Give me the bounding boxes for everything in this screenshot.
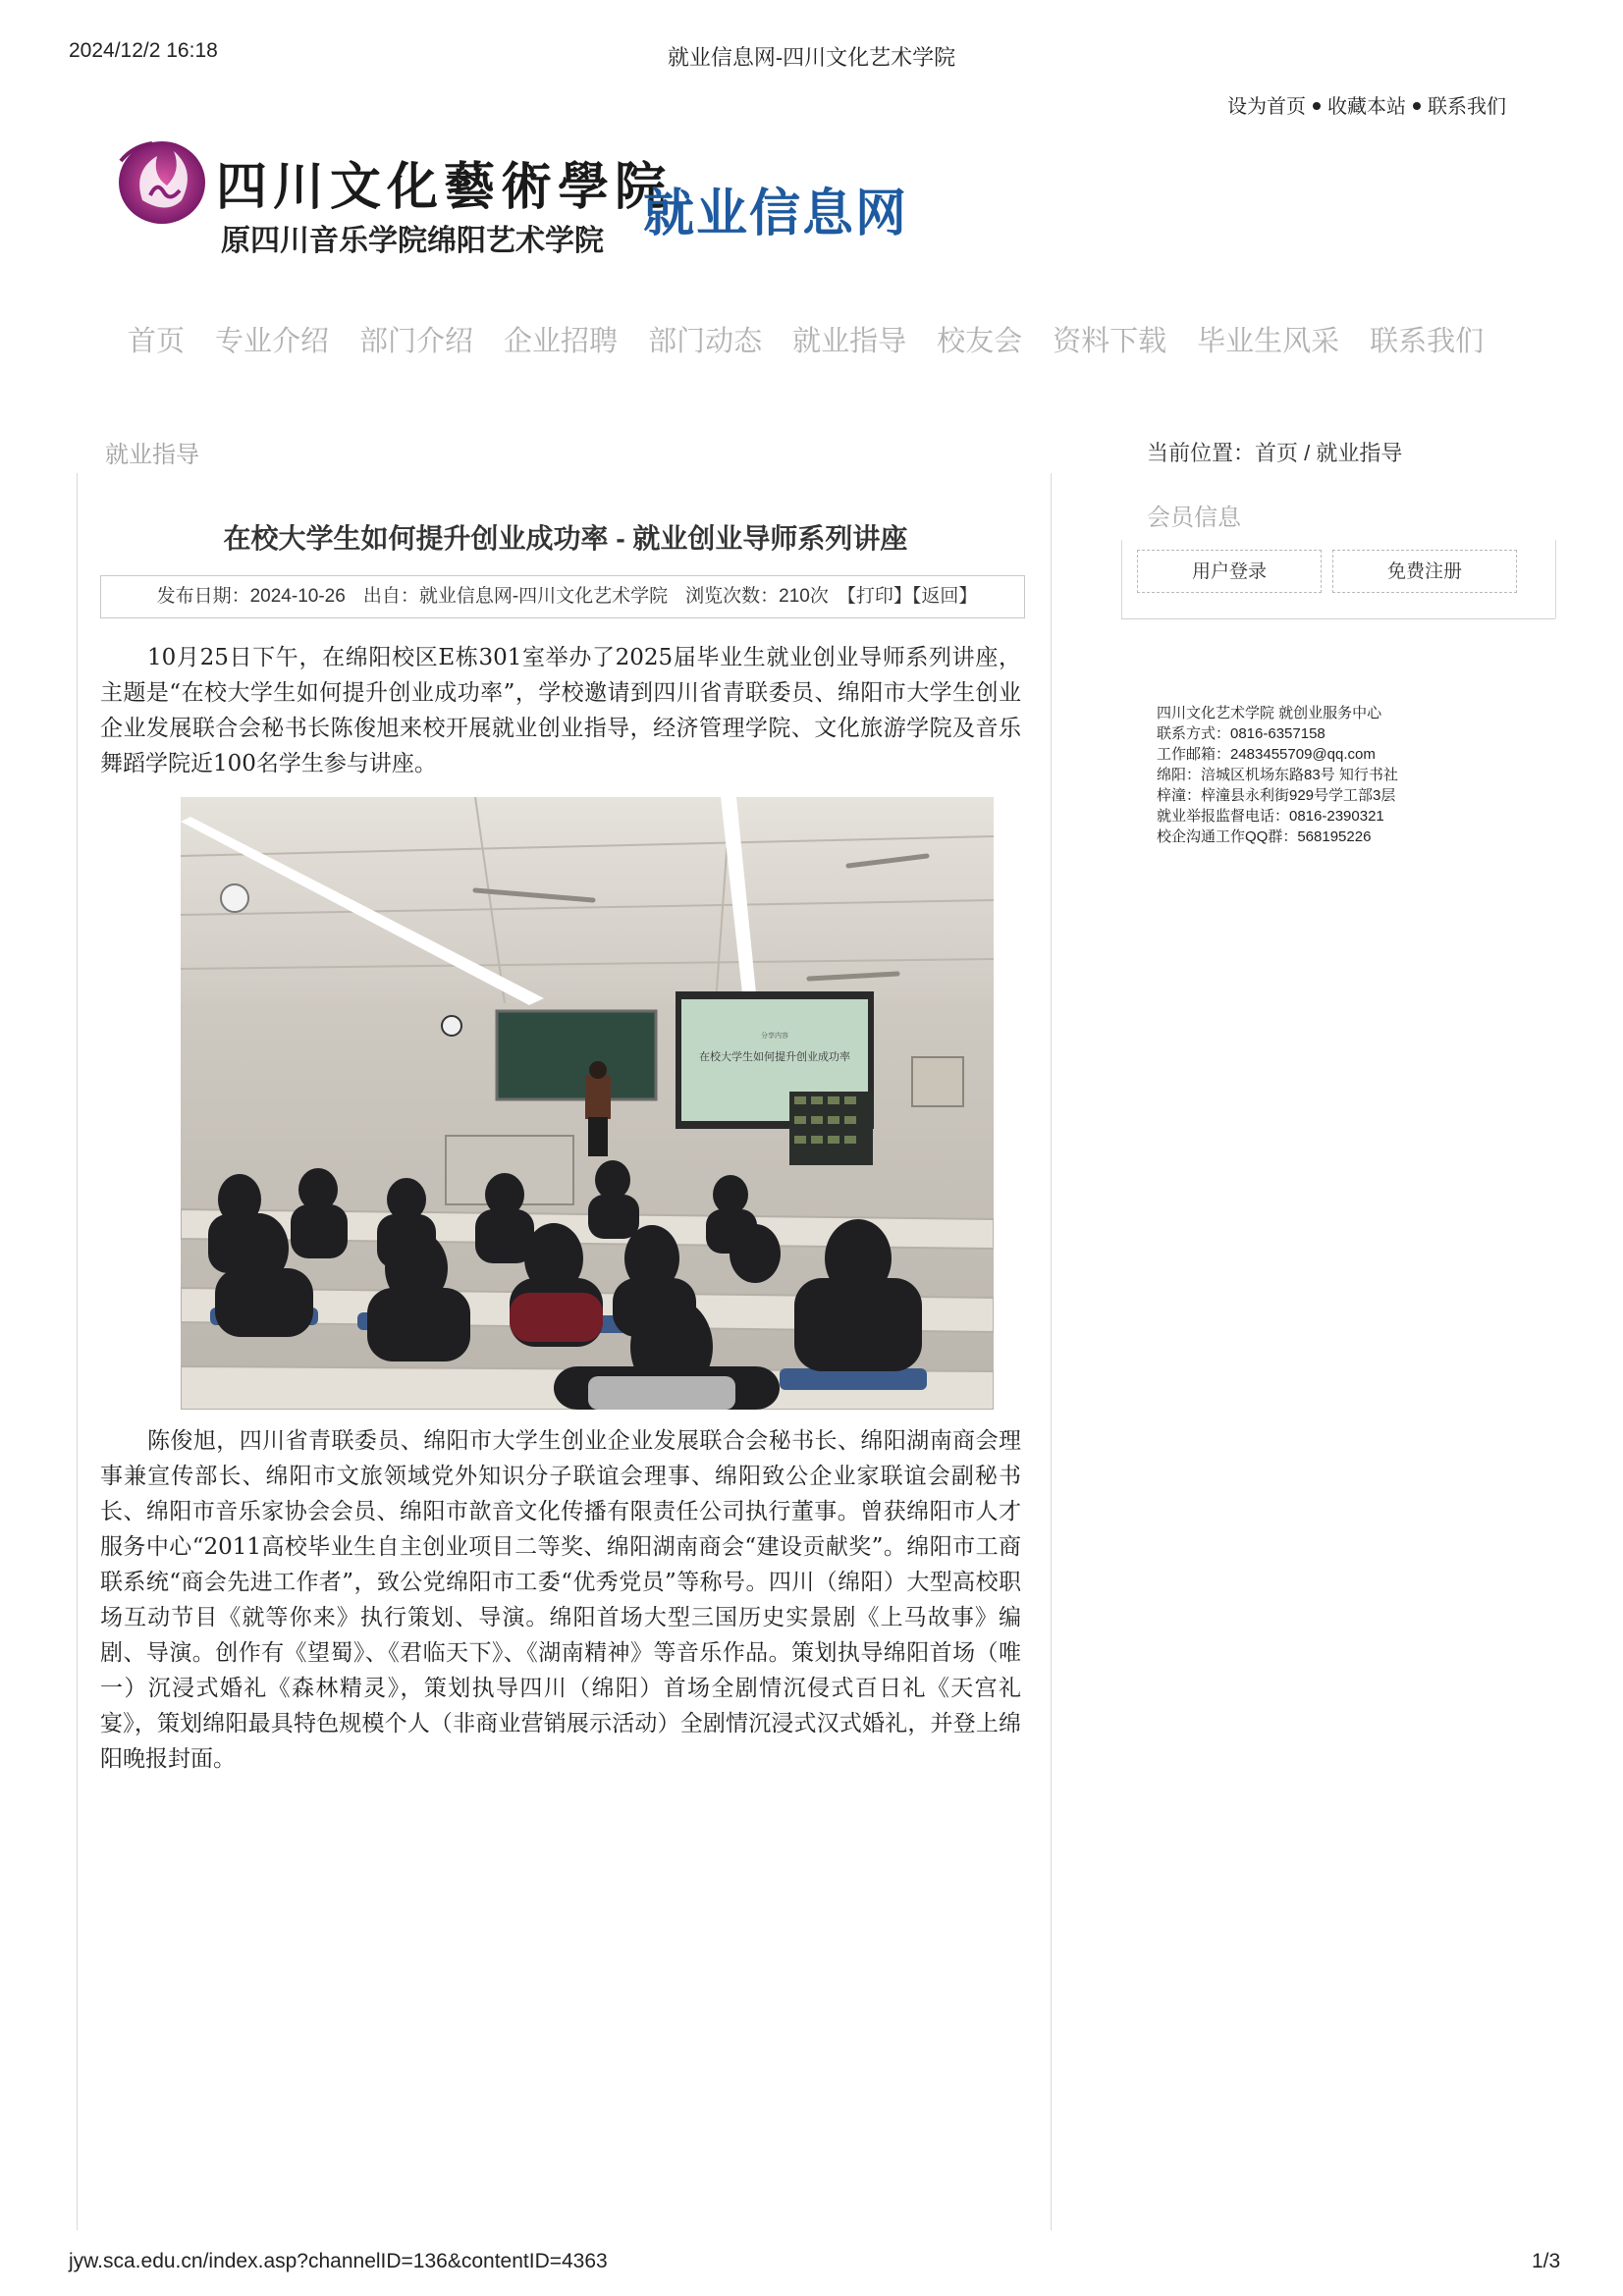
lecture-photo <box>181 797 994 1410</box>
slide-title-text: 在校大学生如何提升创业成功率 <box>699 1050 850 1063</box>
main-nav <box>128 319 1502 359</box>
article-source: 出自：就业信息网-四川文化艺术学院 <box>362 586 669 607</box>
free-register-button[interactable]: 免费注册 <box>1332 550 1517 593</box>
member-info-heading: 会员信息 <box>1147 505 1241 531</box>
back-link[interactable]: 【返回】 <box>911 586 978 607</box>
nav-home[interactable]: 首页 <box>128 326 186 357</box>
nav-dept-news[interactable]: 部门动态 <box>648 326 763 357</box>
publish-date: 发布日期：2024-10-26 <box>156 586 346 607</box>
school-former-name: 原四川音乐学院绵阳艺术学院 <box>221 225 604 257</box>
print-link[interactable]: 【打印】 <box>837 586 912 607</box>
print-page-number: 1/3 <box>1532 2250 1561 2272</box>
nav-departments[interactable]: 部门介绍 <box>359 326 474 357</box>
print-url: jyw.sca.edu.cn/index.asp?channelID=136&contentID=4363 <box>69 2250 608 2272</box>
lecture-photo-image <box>181 797 994 1410</box>
nav-career-guidance[interactable]: 就业指导 <box>792 326 907 357</box>
print-datetime: 2024/12/2 16:18 <box>69 39 218 62</box>
set-homepage-link[interactable]: 设为首页 <box>1227 96 1306 118</box>
member-box-bottom-border <box>1121 618 1555 619</box>
contact-line: 梓潼：梓潼县永利街929号学工部3层 <box>1157 787 1396 804</box>
member-box-right-border <box>1555 540 1556 618</box>
article-title: 在校大学生如何提升创业成功率 - 就业创业导师系列讲座 <box>223 523 908 554</box>
nav-recruitment[interactable]: 企业招聘 <box>504 326 619 357</box>
site-logo[interactable] <box>113 128 918 255</box>
nav-alumni[interactable]: 校友会 <box>937 326 1023 357</box>
nav-graduate-showcase[interactable]: 毕业生风采 <box>1197 326 1340 357</box>
contact-line: 四川文化艺术学院 就创业服务中心 <box>1157 705 1382 721</box>
nav-majors[interactable]: 专业介绍 <box>215 326 330 357</box>
view-count: 浏览次数：210次 <box>685 586 829 607</box>
bookmark-site-link[interactable]: 收藏本站 <box>1327 96 1406 118</box>
bullet-separator <box>1413 102 1421 110</box>
school-emblem-icon <box>113 132 211 230</box>
bullet-separator <box>1313 102 1321 110</box>
main-column-left-border <box>77 473 78 2230</box>
section-label: 就业指导 <box>105 442 199 468</box>
nav-contact[interactable]: 联系我们 <box>1370 326 1485 357</box>
contact-info <box>1157 703 1398 847</box>
nav-downloads[interactable]: 资料下载 <box>1053 326 1167 357</box>
contact-line: 绵阳：涪城区机场东路83号 知行书社 <box>1157 767 1398 783</box>
print-page-title: 就业信息网-四川文化艺术学院 <box>667 45 956 70</box>
contact-line: 就业举报监督电话：0816-2390321 <box>1157 808 1384 825</box>
site-name: 就业信息网 <box>643 186 909 242</box>
contact-line: 工作邮箱：2483455709@qq.com <box>1157 746 1376 763</box>
contact-line: 校企沟通工作QQ群：568195226 <box>1157 828 1372 845</box>
article-paragraph: 10月25日下午，在绵阳校区E栋301室举办了2025届毕业生就业创业导师系列讲座，主题是“在校大学生如何提升创业成功率”，学校邀请到四川省青联委员、绵阳市大学生创业企业发展联合会秘书长陈俊旭来校开展就业创业指导，经济管理学院、文化旅游学院及音乐舞蹈学院近100名学生参与讲座。 <box>100 645 1021 776</box>
slide-small-text: 分享内容 <box>761 1032 788 1040</box>
main-column-right-border <box>1051 473 1052 2230</box>
top-links <box>1227 90 1506 119</box>
article-paragraph: 陈俊旭，四川省青联委员、绵阳市大学生创业企业发展联合会秘书长、绵阳湖南商会理事兼宣传部长、绵阳市文旅领域党外知识分子联谊会理事、绵阳致公企业家联谊会副秘书长、绵阳市音乐家协会会员、绵阳市歆音文化传播有限责任公司执行董事。曾获绵阳市人才服务中心“2011高校毕业生自主创业项目二等奖、绵阳湖南商会“建设贡献奖”。绵阳市工商联系统“商会先进工作者”，致公党绵阳市工委“优秀党员”等称号。四川（绵阳）大型高校职场互动节目《就等你来》执行策划、导演。绵阳首场大型三国历史实景剧《上马故事》编剧、导演。创作有《望蜀》、《君临天下》、《湖南精神》等音乐作品。策划执导绵阳首场（唯一）沉浸式婚礼《森林精灵》，策划执导四川（绵阳）首场全剧情沉侵式百日礼《天宫礼宴》，策划绵阳最具特色规模个人（非商业营销展示活动）全剧情沉浸式汉式婚礼，并登上绵阳晚报封面。 <box>100 1428 1021 1772</box>
school-name: 四川文化藝術學院 <box>216 157 673 217</box>
article-meta <box>100 575 1025 618</box>
member-box-left-border <box>1121 540 1122 618</box>
breadcrumb: 当前位置：首页 / 就业指导 <box>1147 441 1403 465</box>
contact-line: 联系方式：0816-6357158 <box>1157 725 1325 742</box>
user-login-button[interactable]: 用户登录 <box>1137 550 1322 593</box>
contact-us-link[interactable]: 联系我们 <box>1428 96 1506 118</box>
